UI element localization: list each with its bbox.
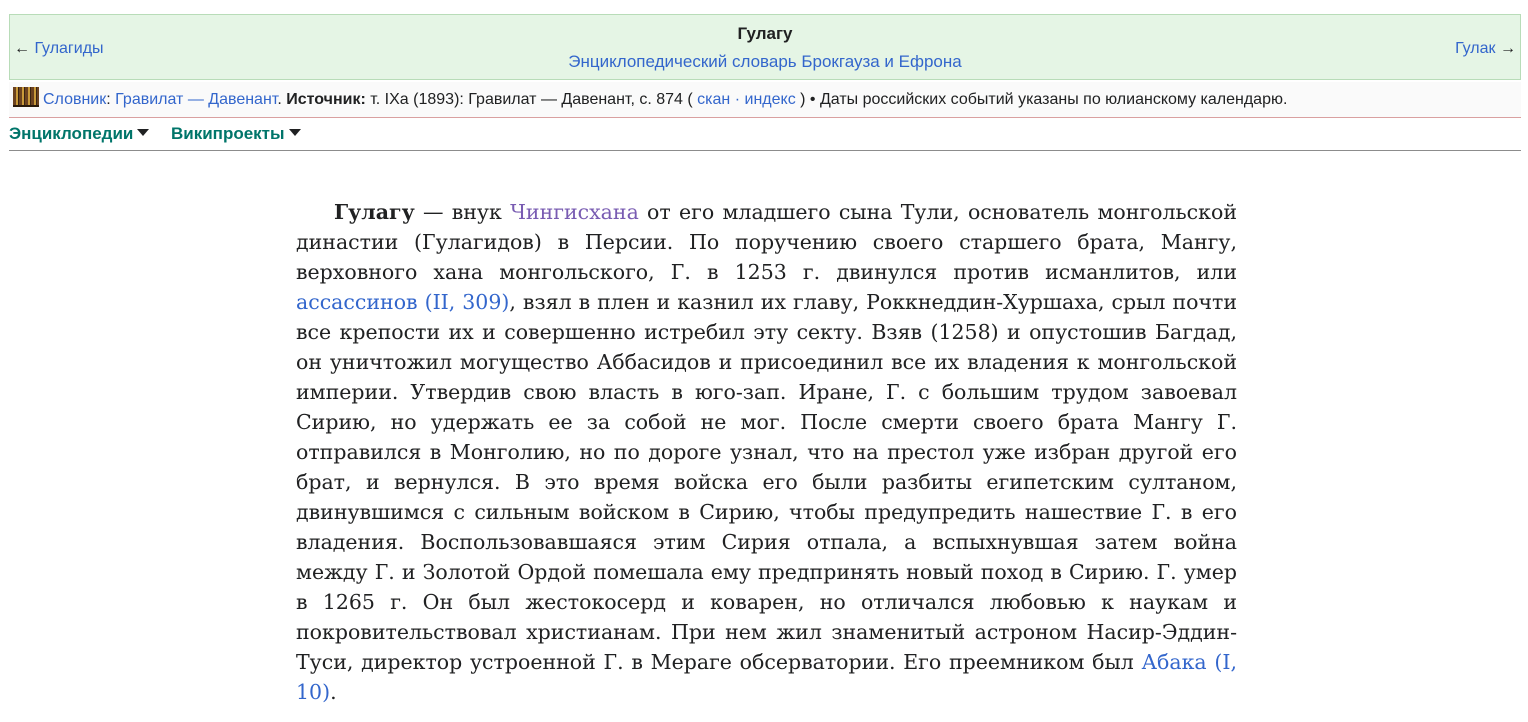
assassins-link[interactable]: ассассинов (II, 309) [296,290,510,314]
article-text-part: от его младшего сына Тули, основатель монгольской династии (Гулагидов) в Персии. По поручению своего старшего брата, Мангу, верховного хана монгольского, Г. в 1253 г. двинулся против исманлитов, или [296,200,1237,284]
dot-separator: · [734,91,741,108]
dictionary-link-label[interactable]: Энциклопедический словарь Брокгауза и Ефрона [568,52,962,71]
source-text: т. IXa (1893): Гравилат — Давенант, с. 874 ( [370,91,693,108]
next-article-link[interactable] [1455,40,1516,58]
books-icon [13,87,39,107]
dictionary-link[interactable] [10,51,1520,73]
period-text: . [277,91,282,108]
header-navigation [9,14,1521,80]
source-info-row [9,82,1521,118]
colon-text: : [106,91,111,108]
article-text-part: , взял в плен и казнил их главу, Роккнеддин-Хуршаха, срыл почти все крепости их и совершенно истребил эту секту. Взяв (1258) и опустошив Багдад, он уничтожил могущество Аббасидов и присоединил все их владения к монгольской империи. Утвердив свою власть в юго-зап. Иране, Г. с большим трудом завоевал Сирию, но удержать ее за собой не мог. После смерти своего брата Мангу Г. отправился в Монголию, но по дороге узнал, что на престол уже избран другой его брат, и вернулся. В это время войска его были разбиты египетским султаном, двинувшимся с сильным войском в Сирию, чтобы предупредить нашествие Г. в его владения. Воспользовавшаяся этим Сирия отпала, а вспыхнувшая затем война между Г. и Золотой Ордой помешала ему предпринять новый поход в Сирию. Г. умер в 1265 г. Он был жестокосерд и коварен, но отличался любовью к наукам и покровительствовал христианам. При нем жил знаменитый астроном Насир-Эддин-Туси, директор устроенной Г. в Мераге обсерватории. Его преемником был [296,290,1238,674]
genghis-khan-link[interactable]: Чингисхана [510,200,639,224]
article-text-part: — внук [414,200,511,224]
menu-bar [9,120,1521,151]
next-article-label[interactable]: Гулак [1455,40,1496,57]
abaka-link[interactable]: Абака (I, 10) [296,650,1237,704]
article-text-part: . [330,680,337,704]
wikiprojects-menu-label[interactable]: Википроекты [171,124,285,143]
right-arrow-icon: → [1500,40,1516,57]
scan-link[interactable]: скан [697,91,731,108]
article-term: Гулагу [334,200,415,224]
index-link[interactable]: индекс [744,91,796,108]
prev-article-label[interactable]: Гулагиды [34,40,104,57]
source-close-text: ) • Даты российских событий указаны по юлианскому календарю. [800,91,1288,108]
slovnik-range-link[interactable]: Гравилат — Давенант [115,91,278,108]
slovnik-label-link[interactable]: Словник [43,91,107,108]
article-text [296,197,1237,707]
page-title: Гулагу [737,24,793,43]
source-label: Источник: [286,91,366,108]
caret-down-icon[interactable] [289,129,301,136]
encyclopedias-menu-label[interactable]: Энциклопедии [9,124,134,143]
wikiprojects-menu[interactable] [171,124,301,144]
encyclopedias-menu[interactable] [9,124,149,144]
caret-down-icon[interactable] [137,129,149,136]
header-center [10,23,1520,73]
left-arrow-icon: ← [14,40,30,57]
